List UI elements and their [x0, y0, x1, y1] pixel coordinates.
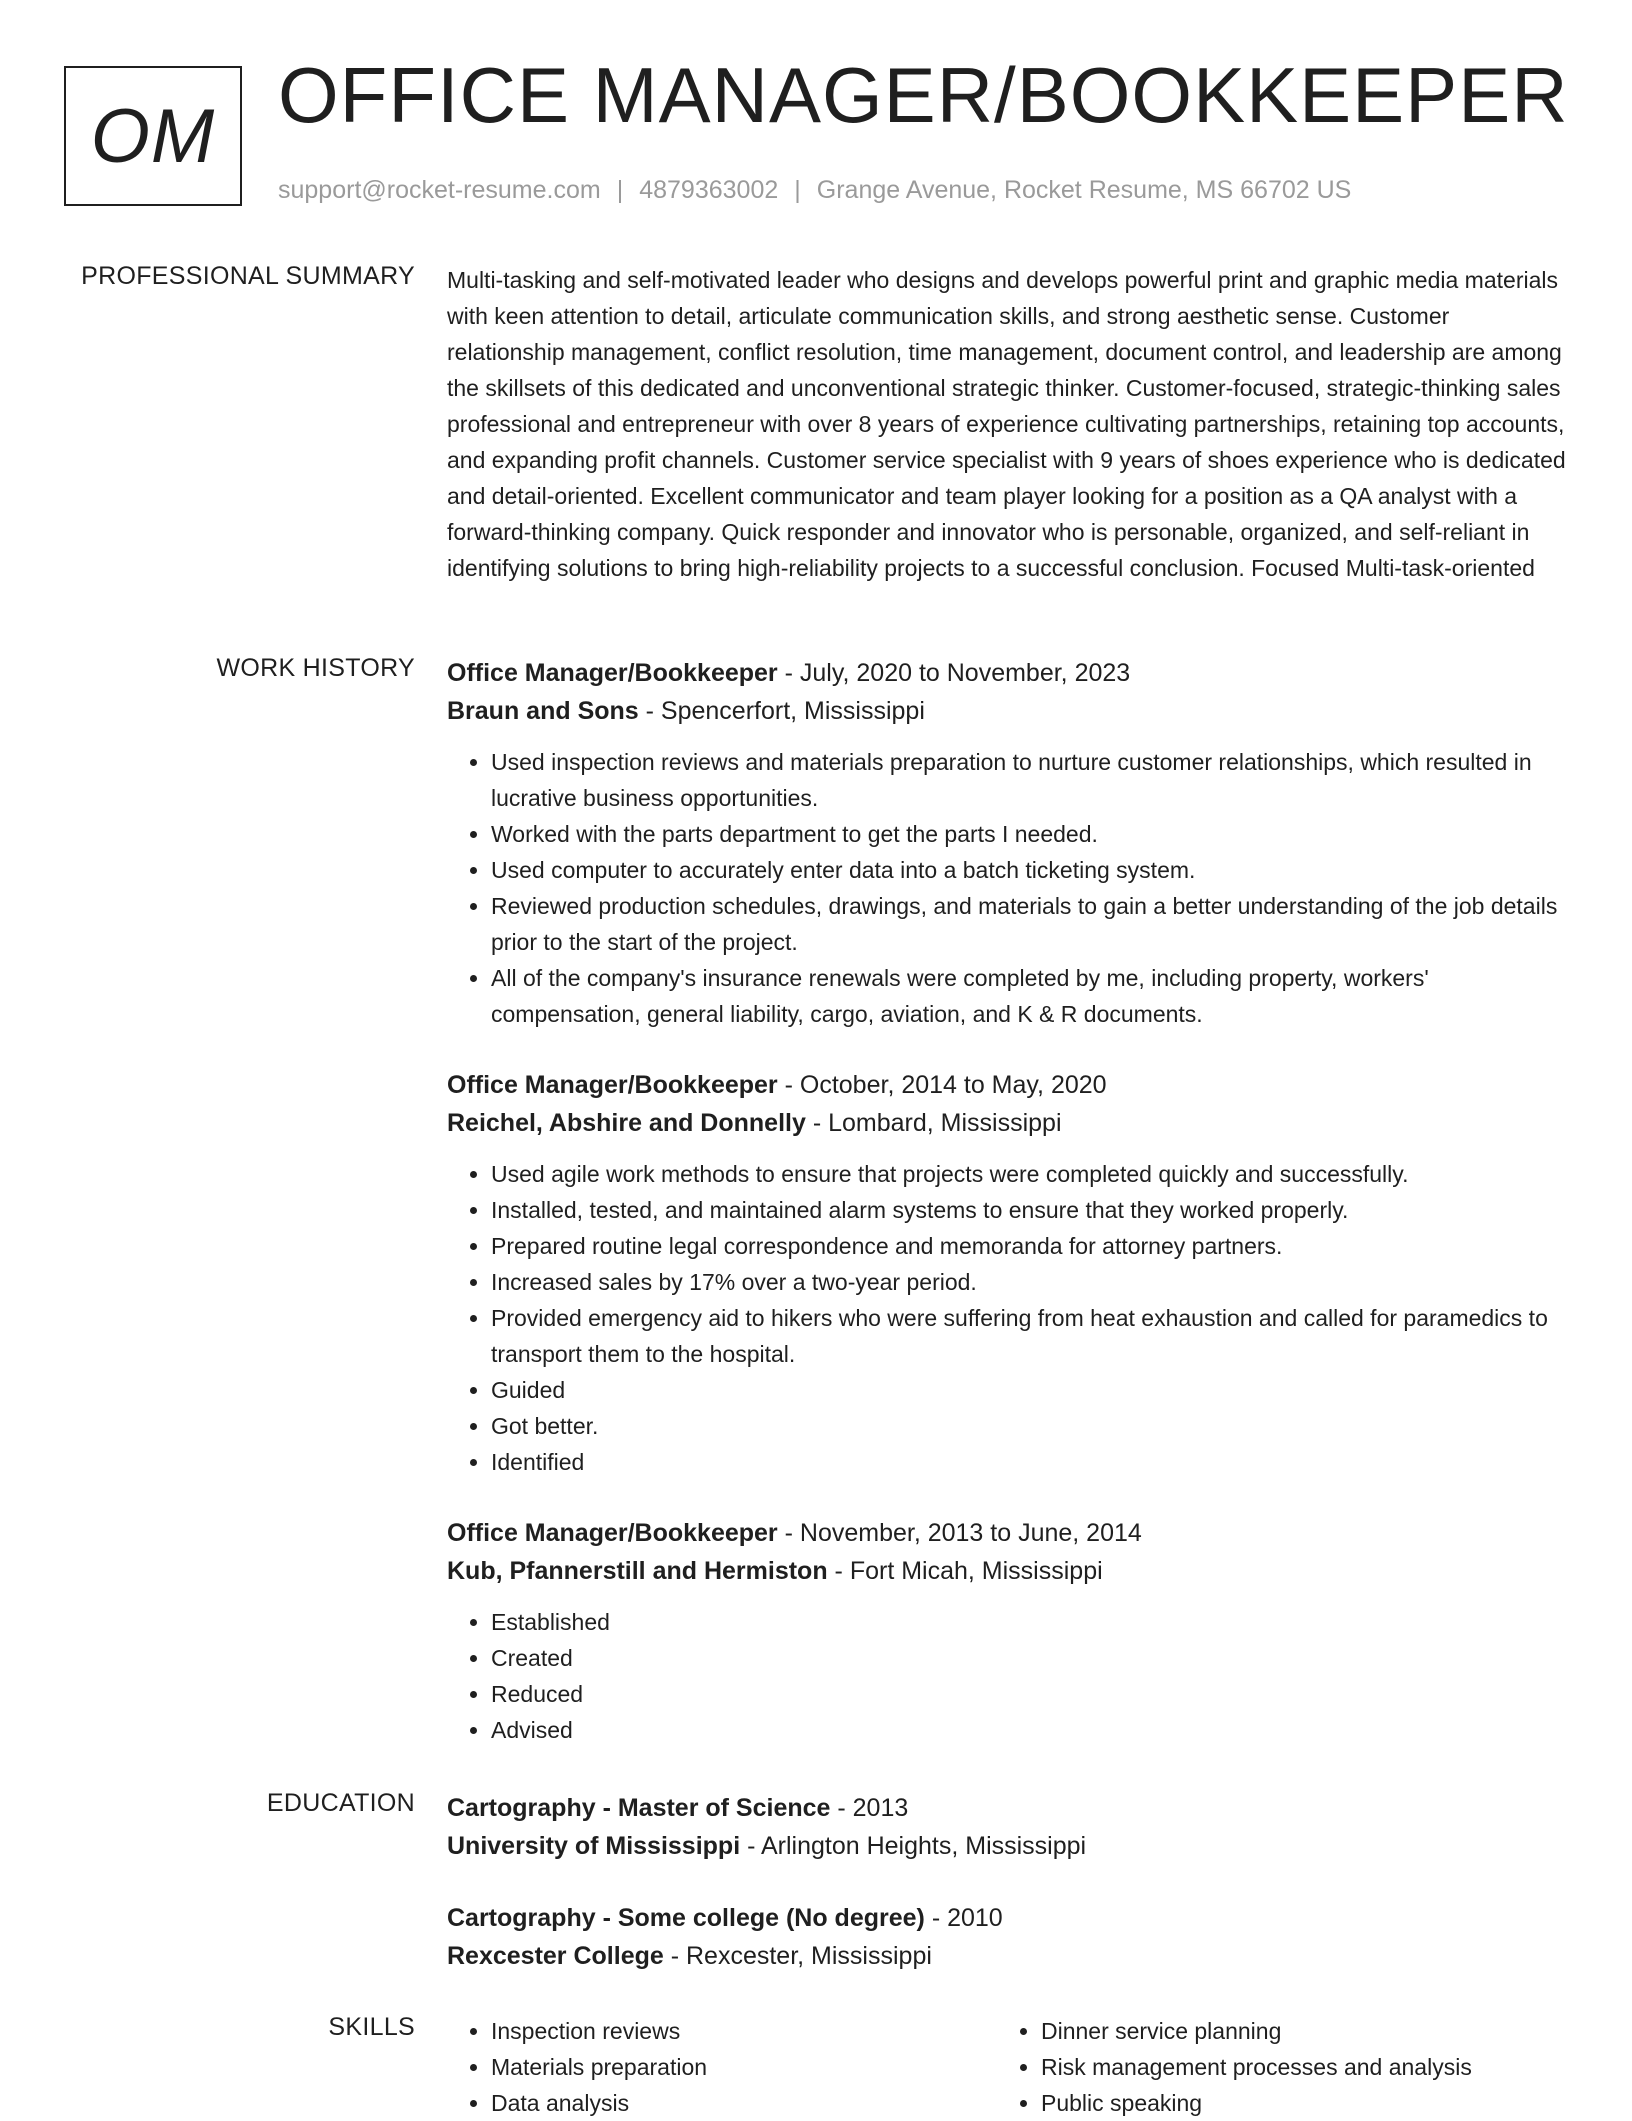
contact-email[interactable]: support@rocket-resume.com [278, 176, 601, 204]
skill-item: • Materials preparation [491, 2049, 997, 2085]
job-bullet: • Got better. [491, 1408, 1567, 1444]
job-company-line [447, 1104, 1567, 1142]
contact-line [278, 176, 1351, 205]
job-bullet: • Used computer to accurately enter data into a batch ticketing system. [491, 852, 1567, 888]
job-bullet: • Provided emergency aid to hikers who were suffering from heat exhaustion and called for paramedics to transport them to the hospital. [491, 1300, 1567, 1372]
skills-list-left [447, 2013, 997, 2121]
job-title-line [447, 1066, 1567, 1104]
summary-body [447, 262, 1567, 586]
education-school: Rexcester College [447, 1942, 664, 1970]
job-bullet: • Used inspection reviews and materials preparation to nurture customer relationships, which resulted in lucrative business opportunities. [491, 744, 1567, 816]
job-company-line [447, 692, 1567, 730]
job-bullet: • All of the company's insurance renewals were completed by me, including property, workers' compensation, general liability, cargo, aviation, and K & R documents. [491, 960, 1567, 1032]
education-location: - Rexcester, Mississippi [663, 1942, 932, 1970]
job-location: - Lombard, Mississippi [805, 1109, 1062, 1137]
resume-title: OFFICE MANAGER/BOOKKEEPER [278, 51, 1569, 139]
contact-address: Grange Avenue, Rocket Resume, MS 66702 US [816, 176, 1352, 204]
job-title-line [447, 654, 1567, 692]
job-bullet-list [447, 1604, 1567, 1748]
skills-grid [447, 2013, 1567, 2121]
job-entry [447, 1066, 1567, 1480]
education-school: University of Mississippi [447, 1832, 741, 1860]
education-degree-line [447, 1789, 1567, 1827]
work-history-body [447, 654, 1567, 1782]
job-entry [447, 1514, 1567, 1748]
education-school-line [447, 1937, 1567, 1975]
education-body [447, 1789, 1567, 2009]
job-title: Office Manager/Bookkeeper [447, 1071, 778, 1099]
job-bullet: • Guided [491, 1372, 1567, 1408]
job-bullet: • Reduced [491, 1676, 1567, 1712]
job-title-line [447, 1514, 1567, 1552]
education-location: - Arlington Heights, Mississippi [740, 1832, 1087, 1860]
education-degree: Cartography - Some college (No degree) [447, 1904, 925, 1932]
contact-separator: | [616, 176, 624, 204]
job-bullet-list [447, 1156, 1567, 1480]
job-company: Reichel, Abshire and Donnelly [447, 1109, 806, 1137]
job-bullet-list [447, 744, 1567, 1032]
job-dates: - October, 2014 to May, 2020 [777, 1071, 1107, 1099]
education-degree-line [447, 1899, 1567, 1937]
skill-item: • Dinner service planning [1041, 2013, 1547, 2049]
job-location: - Spencerfort, Mississippi [638, 697, 925, 725]
job-bullet: • Used agile work methods to ensure that projects were completed quickly and successfully. [491, 1156, 1567, 1192]
skills-list-right [997, 2013, 1547, 2121]
monogram-initials: OM [90, 93, 216, 179]
job-bullet: • Advised [491, 1712, 1567, 1748]
job-bullet: • Identified [491, 1444, 1567, 1480]
education-degree: Cartography - Master of Science [447, 1794, 831, 1822]
section-label-summary: PROFESSIONAL SUMMARY [81, 262, 415, 290]
job-bullet: • Worked with the parts department to get the parts I needed. [491, 816, 1567, 852]
section-label-education: EDUCATION [266, 1789, 415, 1817]
job-location: - Fort Micah, Mississippi [827, 1557, 1103, 1585]
job-bullet: • Increased sales by 17% over a two-year period. [491, 1264, 1567, 1300]
job-dates: - November, 2013 to June, 2014 [777, 1519, 1142, 1547]
skill-item: • Inspection reviews [491, 2013, 997, 2049]
skills-column-right [997, 2013, 1547, 2121]
job-bullet: • Established [491, 1604, 1567, 1640]
education-entry [447, 1789, 1567, 1865]
job-title: Office Manager/Bookkeeper [447, 1519, 778, 1547]
education-year: - 2010 [924, 1904, 1003, 1932]
education-school-line [447, 1827, 1567, 1865]
skill-item: • Public speaking [1041, 2085, 1547, 2121]
contact-phone[interactable]: 4879363002 [639, 176, 779, 204]
job-title: Office Manager/Bookkeeper [447, 659, 778, 687]
skills-column-left [447, 2013, 997, 2121]
section-label-work-history: WORK HISTORY [216, 654, 415, 682]
skill-item: • Data analysis [491, 2085, 997, 2121]
summary-text: Multi-tasking and self-motivated leader who designs and develops powerful print and graphic media materials with keen attention to detail, articulate communication skills, and strong aesthetic sense. Customer relationship management, conflict resolution, time management, document control, and leadership are among the skillsets of this dedicated and unconventional strategic thinker. Customer-focused, strategic-thinking sales professional and entrepreneur with over 8 years of experience cultivating partnerships, retaining top accounts, and expanding profit channels. Customer service specialist with 9 years of shoes experience who is dedicated and detail-oriented. Excellent communicator and team player looking for a position as a QA analyst with a forward-thinking company. Quick responder and innovator who is personable, organized, and self-reliant in identifying solutions to bring high-reliability projects to a successful conclusion. Focused Multi-task-oriented [447, 267, 1566, 581]
section-label-skills: SKILLS [328, 2013, 415, 2041]
education-entry [447, 1899, 1567, 1975]
job-bullet: • Reviewed production schedules, drawings, and materials to gain a better understanding of the job details prior to the start of the project. [491, 888, 1567, 960]
job-company: Kub, Pfannerstill and Hermiston [447, 1557, 828, 1585]
job-bullet: • Created [491, 1640, 1567, 1676]
job-bullet: • Prepared routine legal correspondence and memoranda for attorney partners. [491, 1228, 1567, 1264]
job-entry [447, 654, 1567, 1032]
job-company: Braun and Sons [447, 697, 639, 725]
education-year: - 2013 [830, 1794, 909, 1822]
job-dates: - July, 2020 to November, 2023 [777, 659, 1131, 687]
monogram-box [64, 66, 242, 206]
skill-item: • Risk management processes and analysis [1041, 2049, 1547, 2085]
job-company-line [447, 1552, 1567, 1590]
contact-separator: | [794, 176, 801, 204]
job-bullet: • Installed, tested, and maintained alarm systems to ensure that they worked properly. [491, 1192, 1567, 1228]
skills-body [447, 2013, 1567, 2121]
